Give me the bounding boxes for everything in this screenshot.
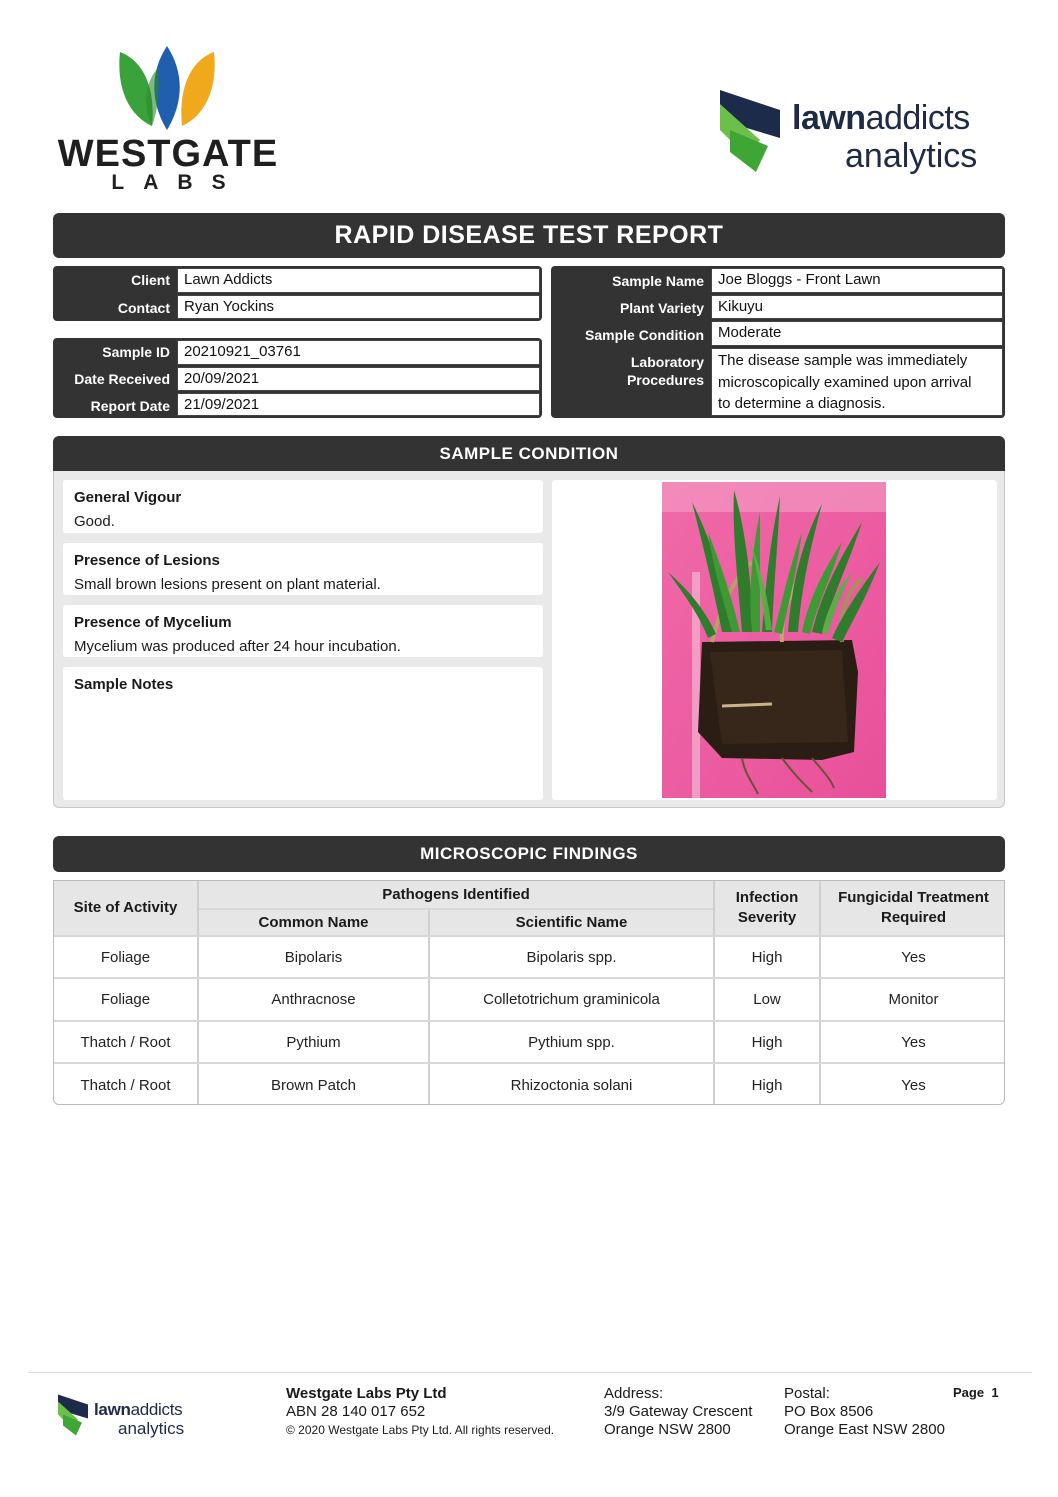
laboratory-procedures-label: Laboratory Procedures <box>626 354 704 388</box>
sample-condition-heading: SAMPLE CONDITION <box>53 436 1005 472</box>
table-row-4-severity: High <box>751 1076 783 1094</box>
footer-copyright: © 2020 Westgate Labs Pty Ltd. All rights reserved. <box>286 1423 555 1437</box>
col-header-common-name: Common Name <box>199 910 428 935</box>
footer-address-line-2: Orange NSW 2800 <box>604 1421 731 1438</box>
footer-analytics-wordmark: analytics <box>118 1419 185 1438</box>
presence-of-mycelium-card <box>63 605 543 657</box>
footer-postal-block <box>784 1385 945 1439</box>
sample-notes-title: Sample Notes <box>74 676 174 693</box>
contact-label: Contact <box>117 300 170 316</box>
footer-lawn-addicts-logo <box>58 1394 198 1438</box>
client-label: Client <box>131 272 170 288</box>
presence-of-lesions-card <box>63 543 543 595</box>
report-date-label: Report Date <box>90 398 170 414</box>
table-row-3-severity: High <box>751 1033 783 1051</box>
date-received-value: 20/09/2021 <box>177 367 540 391</box>
turf-sample-photo <box>662 482 886 798</box>
col-header-infection-severity: Infection Severity <box>715 881 819 935</box>
microscopic-findings-heading: MICROSCOPIC FINDINGS <box>53 836 1005 872</box>
footer-divider <box>28 1372 1032 1373</box>
sample-condition-panel <box>53 471 1005 808</box>
footer-postal-label: Postal: <box>784 1385 830 1402</box>
analytics-wordmark: analytics <box>845 137 978 175</box>
presence-of-mycelium-text: Mycelium was produced after 24 hour incubation. <box>74 638 401 655</box>
footer-lawn-addicts-wordmark: lawnaddicts <box>94 1400 183 1419</box>
sample-name-label: Sample Name <box>612 273 704 289</box>
table-row-4-scientific-name: Rhizoctonia solani <box>510 1076 633 1094</box>
report-title: RAPID DISEASE TEST REPORT <box>53 213 1005 258</box>
sample-condition-label: Sample Condition <box>585 327 704 343</box>
col-header-site-of-activity: Site of Activity <box>54 881 197 935</box>
sample-id-value: 20210921_03761 <box>177 340 540 365</box>
table-row-1-severity: High <box>751 948 783 966</box>
footer-lawn-addicts-mark-icon <box>58 1394 88 1436</box>
laboratory-procedures-value: The disease sample was immediately microscopically examined upon arrival to determine a diagnosis. <box>711 348 1003 416</box>
table-row-4-common-name: Brown Patch <box>270 1076 357 1094</box>
client-value: Lawn Addicts <box>177 268 540 293</box>
table-row-4-treatment: Yes <box>901 1076 926 1094</box>
sample-id-label: Sample ID <box>102 344 170 360</box>
microscopic-findings-table <box>53 880 1005 1105</box>
footer-address-line-1: 3/9 Gateway Crescent <box>604 1403 753 1420</box>
presence-of-mycelium-title: Presence of Mycelium <box>74 614 232 631</box>
table-row-1-site: Foliage <box>100 948 151 966</box>
labs-wordmark: LABS <box>111 171 245 194</box>
presence-of-lesions-title: Presence of Lesions <box>74 552 220 569</box>
col-header-pathogens-identified: Pathogens Identified <box>199 881 713 908</box>
table-row-3-common-name: Pythium <box>286 1033 341 1051</box>
footer-company-block <box>286 1385 554 1439</box>
sample-condition-value: Moderate <box>711 321 1003 346</box>
footer-address-block <box>604 1385 752 1439</box>
lawn-addicts-analytics-logo <box>720 88 995 180</box>
sample-notes-card <box>63 667 543 800</box>
table-row-1-scientific-name: Bipolaris spp. <box>526 948 617 966</box>
leaves-logo-icon <box>112 46 222 132</box>
lawn-addicts-mark-icon <box>720 90 780 172</box>
general-vigour-title: General Vigour <box>74 489 182 506</box>
table-row-2-severity: Low <box>753 991 781 1008</box>
col-header-scientific-name: Scientific Name <box>430 910 713 935</box>
table-row-3-treatment: Yes <box>901 1033 926 1051</box>
date-received-label: Date Received <box>74 371 170 387</box>
table-row-3-site: Thatch / Root <box>80 1033 171 1051</box>
sample-name-value: Joe Bloggs - Front Lawn <box>711 268 1003 293</box>
footer-abn: ABN 28 140 017 652 <box>286 1403 426 1420</box>
plant-variety-value: Kikuyu <box>711 295 1003 319</box>
table-row-2-site: Foliage <box>100 991 151 1008</box>
contact-value: Ryan Yockins <box>177 295 540 319</box>
sample-info-box <box>551 266 1005 418</box>
westgate-labs-logo <box>52 46 284 196</box>
westgate-wordmark: WESTGATE <box>57 133 279 175</box>
plant-variety-label: Plant Variety <box>619 300 704 316</box>
footer-address-label: Address: <box>604 1385 664 1402</box>
table-row-4-site: Thatch / Root <box>80 1076 171 1094</box>
col-header-fungicidal-treatment: Fungicidal Treatment Required <box>821 881 1005 935</box>
presence-of-lesions-text: Small brown lesions present on plant material. <box>74 576 381 593</box>
general-vigour-text: Good. <box>74 513 115 530</box>
report-date-value: 21/09/2021 <box>177 393 540 416</box>
footer-company-name: Westgate Labs Pty Ltd <box>286 1385 447 1402</box>
sample-dates-box <box>53 338 542 418</box>
client-info-box <box>53 266 542 321</box>
footer-postal-line-2: Orange East NSW 2800 <box>784 1421 945 1438</box>
sample-photo-card <box>552 480 997 800</box>
table-row-2-treatment: Monitor <box>888 991 939 1008</box>
lawn-addicts-wordmark: lawnaddicts <box>792 99 970 137</box>
table-row-2-scientific-name: Colletotrichum graminicola <box>483 991 660 1008</box>
table-row-1-common-name: Bipolaris <box>284 948 343 966</box>
general-vigour-card <box>63 480 543 533</box>
table-row-2-common-name: Anthracnose <box>271 991 356 1008</box>
table-row-1-treatment: Yes <box>901 948 926 966</box>
table-row-3-scientific-name: Pythium spp. <box>528 1033 615 1051</box>
footer-postal-line-1: PO Box 8506 <box>784 1403 874 1420</box>
footer-page-number: Page 1 <box>953 1385 999 1400</box>
